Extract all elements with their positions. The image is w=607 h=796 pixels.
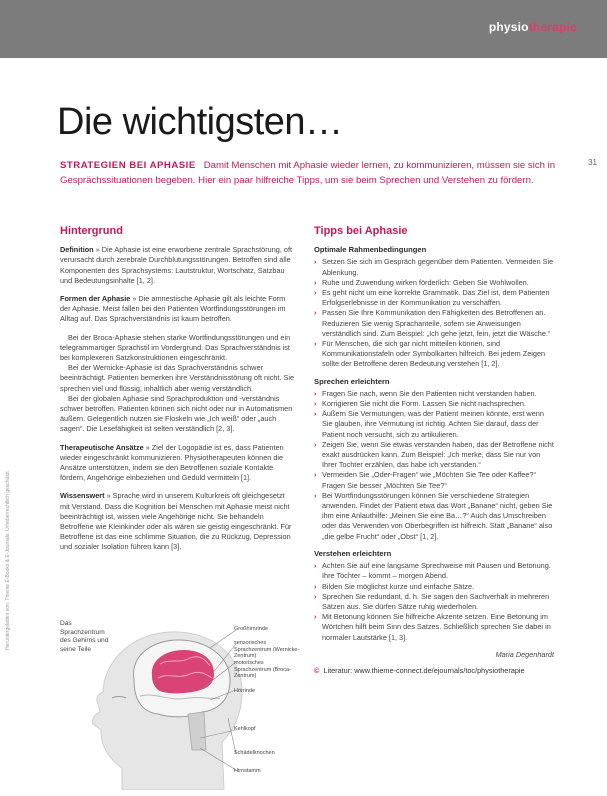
knowing-term: Wissenswert — [60, 491, 105, 501]
figure-label: Hörrinde — [234, 688, 256, 694]
definition-text: » Die Aphasie ist eine erworbene zentrale Sprachstörung, oft verursacht durch zerebrale Durchblutungsstörungen. Betroffen sind alle Komponenten des Sprachsystems: Lautstruktur, Wortschatz, Satzbau und Bedeutungsinhalte [1, 2]. — [60, 245, 293, 285]
page-title: Die wichtigsten… — [57, 101, 343, 143]
literature-icon: © — [314, 665, 320, 675]
brain-figure — [60, 618, 300, 790]
conditions-list — [314, 257, 554, 369]
knowing-paragraph — [60, 491, 296, 552]
tip-item: › Bei Wortfindungsstörungen können Sie verschiedene Strategien anwenden. Findet der Patient etwa das Wort „Banane“ nicht, geben Sie ihm eine Anlauthilfe: „Meinen Sie eine Ba…?“ Auch das Umschreiben oder das Verwenden von Oberbegriffen ist hilfreich. Statt „Banane“ also „die gelbe Frucht“ oder „Obst“ [1, 2]. — [314, 491, 554, 542]
intro-text: Damit Menschen mit Aphasie wieder lernen, zu kommunizieren, müssen sie sich in Gesprächssituationen begeben. Hier ein paar hilfreiche Tipps, um sie beim Sprechen und Verstehen zu fördern. — [60, 160, 556, 186]
figure-label: sensorisches Sprachzentrum (Wernicke-Zentrum) — [234, 640, 300, 660]
header-band — [0, 0, 607, 58]
download-notice — [5, 470, 25, 780]
definition-paragraph — [60, 245, 296, 286]
definition-term: Definition — [60, 245, 94, 255]
figure-caption: Das Sprachzentrum des Gehirns und seine Teile — [60, 620, 109, 653]
language-area — [152, 650, 214, 693]
therapy-term: Therapeutische Ansätze — [60, 442, 144, 452]
tip-item: › Es geht nicht um eine korrekte Grammatik. Das Ziel ist, dem Patienten Erfolgserlebnisse in der Kommunikation zu verschaffen. — [314, 288, 554, 308]
tip-item: › Bilden Sie möglichst kurze und einfache Sätze. — [314, 582, 554, 592]
broca-paragraph: Bei der Broca-Aphasie stehen starke Wortfindungsstörungen und ein telegrammartiger Sprachstil im Vordergrund. Das Sprachverständnis ist bei komplexeren Satzkonstruktionen eingeschränkt. — [60, 332, 291, 363]
figure-label: Großhirnrinde — [234, 626, 268, 632]
intro — [60, 158, 560, 188]
tip-item: › Vermeiden Sie „Oder-Fragen“ wie „Möchten Sie Tee oder Kaffee?“ Fragen Sie besser „Möchten Sie Tee?“ — [314, 470, 554, 490]
tip-item: › Sprechen Sie redundant, d. h. Sie sagen den Sachverhalt in mehreren Sätzen aus. Sie dürfen Sätze ruhig wiederholen. — [314, 592, 554, 612]
background-column — [60, 226, 296, 561]
understanding-subheading: Verstehen erleichtern — [314, 548, 392, 558]
forms-paragraph — [60, 294, 296, 325]
tip-item: › Äußern Sie Vermutungen, was der Patient meinen könnte, erst wenn Sie glauben, ihre Vermutung ist richtig. Achten Sie darauf, dass der Patient noch versucht, sich zu artikulieren. — [314, 409, 554, 440]
figure-label: Kehlkopf — [234, 726, 256, 732]
tip-item: › Setzen Sie sich im Gespräch gegenüber dem Patienten. Vermeiden Sie Ablenkung. — [314, 257, 554, 277]
brand-physio: physio — [488, 20, 529, 34]
conditions-subheading: Optimale Rahmenbedingungen — [314, 245, 427, 255]
literature-note — [314, 666, 554, 676]
brand-therapie: therapie — [528, 20, 577, 34]
brand-logo — [489, 20, 577, 34]
leader-line-1 — [210, 630, 236, 648]
understanding-list — [314, 561, 554, 643]
download-notice-text: Heruntergeladen von: Thieme E-Books & E-Journals. Urheberrechtlich geschützt. — [5, 470, 11, 650]
tip-item: › Zeigen Sie, wenn Sie etwas verstanden haben, das der Betroffene nicht exakt ausdrücken kann. Zum Beispiel: „Ich merke, dass Sie nur von Ihrer Tochter erzählen, das habe ich verstanden.“ — [314, 440, 554, 471]
therapy-text: » Ziel der Logopädie ist es, dass Patienten wieder eingeschränkt kommunizieren. Physiotherapeuten können die Ansätze unterstützen, indem sie den Betroffenen soziale Kontakte fördern, Angehörige einbeziehen und Geduld vermitteln [1]. — [60, 442, 284, 483]
tip-item: › Fragen Sie nach, wenn Sie den Patienten nicht verstanden haben. — [314, 389, 554, 399]
literature-link[interactable]: Literatur: www.thieme-connect.de/ejournals/toc/physiotherapie — [323, 665, 525, 675]
page-number: 31 — [588, 158, 597, 167]
tips-heading: Tipps bei Aphasie — [314, 225, 408, 237]
tip-item: › Für Menschen, die sich gar nicht mitteilen können, sind Kommunikationstafeln oder Symbolkarten hilfreich. Bei jedem Zeigen sollte der Betroffene deren Bedeutung verstehen [1, 2]. — [314, 339, 554, 370]
global-paragraph: Bei der globalen Aphasie sind Sprachproduktion und -verständnis schwer betroffen. Patienten können sich nicht oder nur in Automatismen äußern. Gelegentlich nutzen sie Floskeln wie „Ich weiß“ oder „auch sagen“. Die Lesefähigkeit ist selten verständlich [2, 3]. — [60, 393, 293, 434]
figure-label: Schädelknochen — [234, 750, 275, 756]
figure-label: Hirnstamm — [234, 768, 261, 774]
speaking-list — [314, 389, 554, 542]
tip-item: › Ruhe und Zuwendung wirken förderlich: Geben Sie Wohlwollen. — [314, 278, 554, 288]
intro-kicker: STRATEGIEN BEI APHASIE — [60, 160, 196, 171]
tip-item: › Mit Betonung können Sie hilfreiche Akzente setzen. Eine Betonung im Wörtchen hilft beim Sinn des Satzes. Schließlich sprechen Sie dabei in normaler Lautstärke [1, 3]. — [314, 612, 554, 643]
knowing-text: » Sprache wird in unserem Kulturkreis oft gleichgesetzt mit Verstand. Dass die Kognition bei Menschen mit Aphasie meist nicht beeinträchtigt ist, wissen viele Angehörige nicht. Sie behandeln Betroffene wie Kleinkinder oder als wären sie geistig eingeschränkt. Für Betroffene ist das eine schlimme Situation, die zu Rückzug, Depression und sozialer Isolation führen kann [3]. — [60, 491, 292, 552]
forms-text: » Die amnestische Aphasie gilt als leichte Form der Aphasie. Meist fallen bei den Patienten Wortfindungsstörungen im Alltag auf. Das Sprachverständnis ist kaum betroffen. — [60, 294, 286, 324]
tip-item: › Achten Sie auf eine langsame Sprechweise mit Pausen und Betonung. Ihre Tochter – kommt – morgen Abend. — [314, 561, 554, 581]
tips-column — [314, 226, 554, 676]
tip-item: › Korrigieren Sie nicht die Form. Lassen Sie nicht nachsprechen. — [314, 399, 554, 409]
forms-term: Formen der Aphasie — [60, 294, 131, 304]
therapy-paragraph — [60, 443, 296, 484]
background-heading: Hintergrund — [60, 225, 123, 237]
figure-label: motorisches Sprachzentrum (Broca-Zentrum) — [234, 660, 291, 680]
author-signature: Maria Degenhardt — [495, 649, 554, 659]
speaking-subheading: Sprechen erleichtern — [314, 376, 390, 386]
tip-item: › Passen Sie Ihre Kommunikation den Fähigkeiten des Betroffenen an. Reduzieren Sie wenig Sprachanteile, sofern sie Anweisungen verständlich sind. Zum Beispiel: „Ich gehe jetzt, fein, jetzt die Wäsche.“ — [314, 308, 554, 339]
wernicke-paragraph: Bei der Wernicke-Aphasie ist das Sprachverständnis schwer beeinträchtigt. Patienten bemerken ihre Verständnisstörung oft nicht. Sie sprechen viel und flüssig, inhaltlich aber wenig verständlich. — [60, 363, 295, 393]
